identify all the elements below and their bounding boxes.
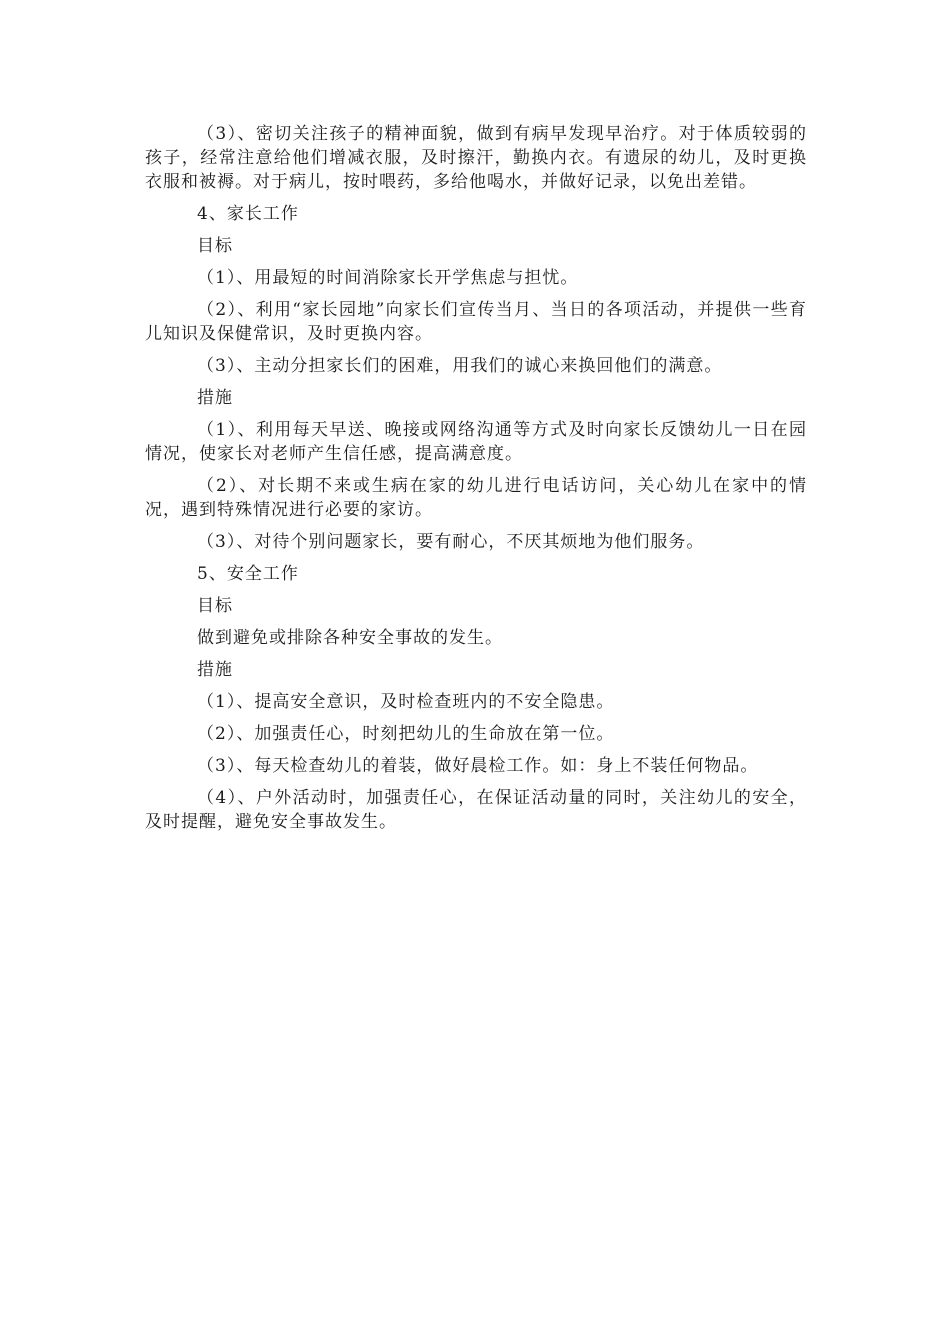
paragraph-parent-goal-1: （1）、用最短的时间消除家长开学焦虑与担忧。 [197, 268, 579, 288]
subheading-measures: 措施 [197, 660, 233, 680]
paragraph-safety-goal: 做到避免或排除各种安全事故的发生。 [197, 628, 503, 648]
paragraph-parent-goal-3: （3）、主动分担家长们的困难，用我们的诚心来换回他们的满意。 [197, 356, 723, 376]
paragraph-parent-measure-3: （3）、对待个别问题家长，要有耐心，不厌其烦地为他们服务。 [197, 532, 705, 552]
paragraph-safety-measure-3: （3）、每天检查幼儿的着装，做好晨检工作。如：身上不装任何物品。 [197, 756, 759, 776]
paragraph-safety-measure-4: （4）、户外活动时，加强责任心，在保证活动量的同时，关注幼儿的安全，及时提醒，避免安全事故发生。 [145, 788, 807, 832]
section-heading-parent-work: 4、家长工作 [197, 204, 299, 224]
subheading-goals: 目标 [197, 236, 233, 256]
paragraph-health-care-3: （3）、密切关注孩子的精神面貌，做到有病早发现早治疗。对于体质较弱的孩子，经常注意给他们增减衣服，及时擦汗，勤换内衣。有遗尿的幼儿，及时更换衣服和被褥。对于病儿，按时喂药，多给他喝水，并做好记录，以免出差错。 [145, 124, 807, 192]
paragraph-parent-measure-1: （1）、利用每天早送、晚接或网络沟通等方式及时向家长反馈幼儿一日在园情况，使家长对老师产生信任感，提高满意度。 [145, 420, 807, 464]
paragraph-parent-measure-2: （2）、对长期不来或生病在家的幼儿进行电话访问，关心幼儿在家中的情况，遇到特殊情况进行必要的家访。 [145, 476, 807, 520]
subheading-goals: 目标 [197, 596, 233, 616]
subheading-measures: 措施 [197, 388, 233, 408]
paragraph-safety-measure-1: （1）、提高安全意识，及时检查班内的不安全隐患。 [197, 692, 615, 712]
section-heading-safety-work: 5、安全工作 [197, 564, 299, 584]
document-body [145, 122, 807, 842]
paragraph-safety-measure-2: （2）、加强责任心，时刻把幼儿的生命放在第一位。 [197, 724, 615, 744]
paragraph-parent-goal-2: （2）、利用“家长园地”向家长们宣传当月、当日的各项活动，并提供一些育儿知识及保健常识，及时更换内容。 [145, 300, 807, 344]
